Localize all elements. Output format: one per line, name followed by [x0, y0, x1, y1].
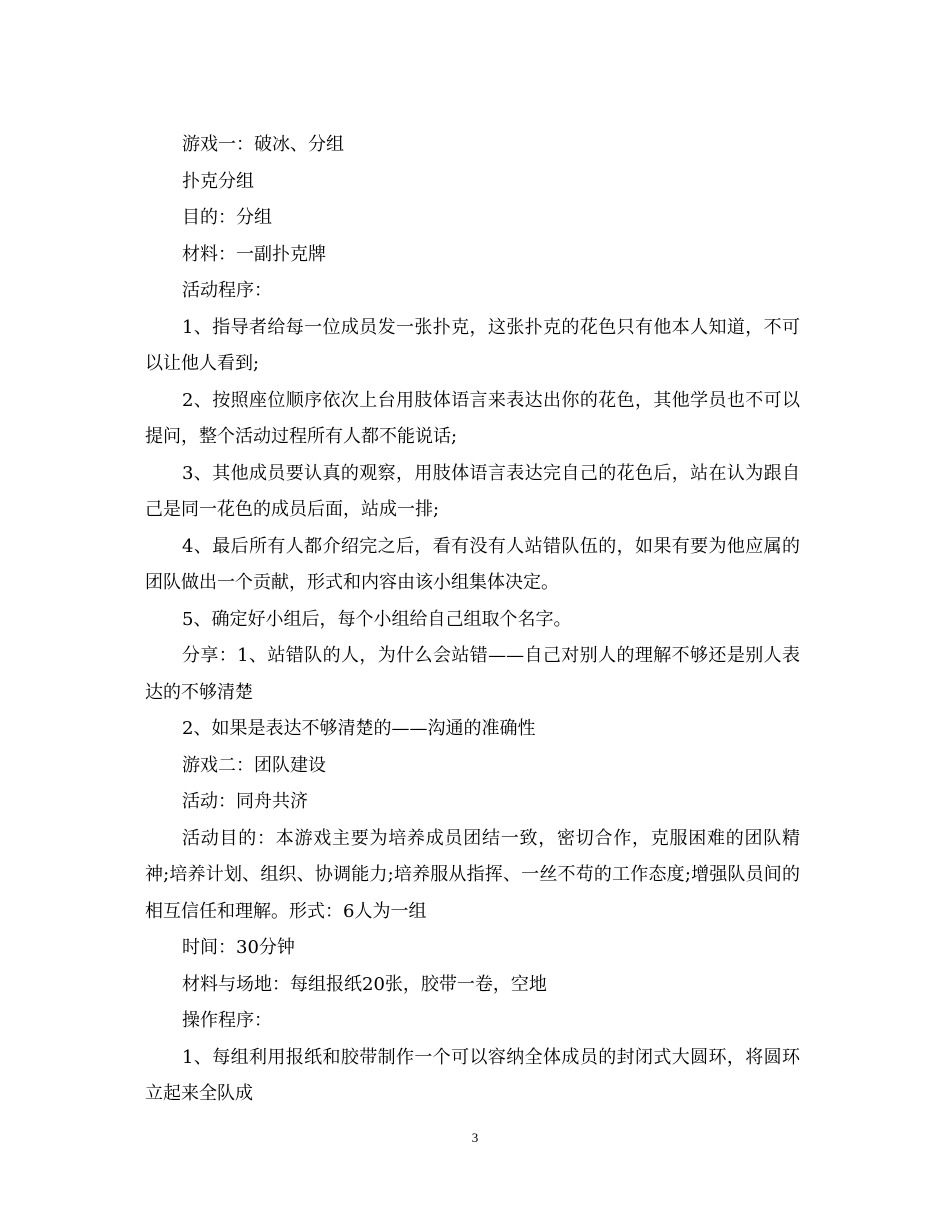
paragraph-step-1: 1、指导者给每一位成员发一张扑克，这张扑克的花色只有他本人知道，不可以让他人看到; — [145, 316, 800, 374]
page-number: 3 — [471, 1130, 479, 1145]
heading-game-two: 游戏二：团队建设 — [182, 754, 326, 776]
paragraph-operation-step-1: 1、每组利用报纸和胶带制作一个可以容纳全体成员的封闭式大圆环，将圆环立起来全队成 — [145, 1046, 800, 1104]
paragraph-step-3: 3、其他成员要认真的观察，用肢体语言表达完自己的花色后，站在认为跟自己是同一花色的成员后面，站成一排; — [145, 462, 800, 520]
heading-game-one: 游戏一：破冰、分组 — [182, 134, 344, 155]
paragraph-share-1: 分享：1、站错队的人，为什么会站错——自己对别人的理解不够还是别人表达的不够清楚 — [145, 645, 800, 703]
paragraph-activity: 活动：同舟共济 — [182, 791, 308, 812]
paragraph-procedure-label: 活动程序： — [182, 280, 272, 301]
paragraph-step-5: 5、确定好小组后，每个小组给自己组取个名字。 — [182, 608, 572, 630]
paragraph-poker-grouping: 扑克分组 — [182, 170, 254, 192]
paragraph-operation-label: 操作程序： — [182, 1010, 272, 1031]
paragraph-materials-venue: 材料与场地：每组报纸20张，胶带一卷，空地 — [182, 973, 547, 995]
paragraph-purpose: 目的：分组 — [182, 207, 272, 228]
paragraph-activity-purpose: 活动目的：本游戏主要为培养成员团结一致，密切合作，克服困难的团队精神;培养计划、组织、协调能力;培养服从指挥、一丝不苟的工作态度;增强队员间的相互信任和理解。形式：6人为一组 — [145, 827, 800, 922]
paragraph-share-2: 2、如果是表达不够清楚的——沟通的准确性 — [182, 718, 536, 739]
paragraph-time: 时间：30分钟 — [182, 937, 295, 958]
document-body — [145, 127, 800, 1113]
paragraph-materials: 材料：一副扑克牌 — [182, 243, 326, 265]
paragraph-step-4: 4、最后所有人都介绍完之后，看有没有人站错队伍的，如果有要为他应属的团队做出一个贡献，形式和内容由该小组集体决定。 — [145, 535, 800, 593]
paragraph-step-2: 2、按照座位顺序依次上台用肢体语言来表达出你的花色，其他学员也不可以提问，整个活动过程所有人都不能说话; — [145, 389, 800, 447]
